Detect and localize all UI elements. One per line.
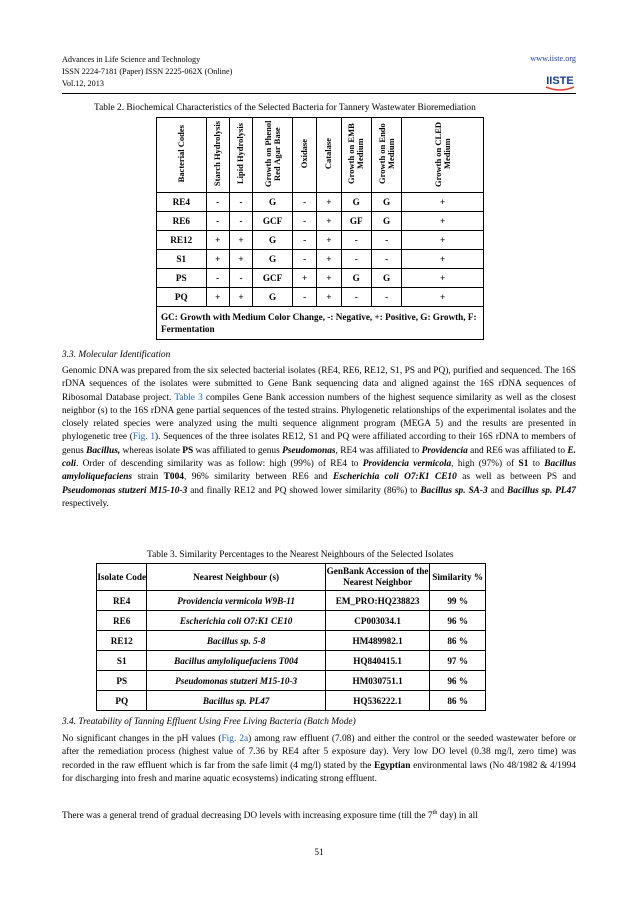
table-cell: + — [229, 250, 252, 269]
table-cell: 86 % — [430, 691, 486, 711]
table-cell: 99 % — [430, 591, 486, 611]
table-cell: RE6 — [97, 611, 147, 631]
text-run: and finally RE12 and PQ showed lower similarity (86%) to — [187, 485, 421, 496]
table-cell: - — [229, 212, 252, 231]
table-cell: - — [341, 288, 371, 307]
table-cell: + — [206, 250, 229, 269]
superscript-th: th — [432, 809, 438, 816]
table3-similarity — [96, 563, 486, 711]
table-cell: - — [371, 231, 401, 250]
table2-col-label: Catalase — [323, 138, 334, 170]
table-row — [97, 611, 486, 631]
table-cell: HM030751.1 — [325, 671, 430, 691]
table-row — [157, 250, 484, 269]
taxon-providencia-vermicola: Providencia vermicola — [362, 459, 452, 470]
table-cell: + — [317, 288, 341, 307]
journal-name: Advances in Life Science and Technology — [62, 55, 201, 64]
iiste-logo — [543, 67, 577, 93]
section-heading-3-3: 3.3. Molecular Identification — [62, 350, 171, 360]
table-cell: - — [371, 250, 401, 269]
table2-col-label: Growth on Endo Medium — [376, 123, 396, 185]
table-cell: + — [229, 288, 252, 307]
table-cell: + — [317, 269, 341, 288]
table-cell: - — [341, 231, 371, 250]
table-cell: Bacillus sp. 5-8 — [147, 631, 325, 651]
table2-col-header — [317, 118, 341, 193]
table-cell: G — [371, 193, 401, 212]
table-cell: G — [341, 269, 371, 288]
table-cell: PS — [157, 269, 207, 288]
table2-col-label: Starch Hydrolysis — [212, 121, 223, 187]
table-cell: + — [402, 231, 484, 250]
table-cell: GCF — [253, 269, 293, 288]
table2-col-header — [293, 118, 317, 193]
table-row — [97, 651, 486, 671]
table-cell: - — [206, 269, 229, 288]
text-run: compiles Gene Bank accession numbers of the highest sequence similarity as well as the closest neighbor (s) to the 16S rDNA gene partial sequences of the tested strains. Phylogenetic relationships of the experimental isolates and the closely related species were analyzed using the multi sequence alignment program (MEGA 5) and the results are presented in phylogenetic tree ( — [62, 392, 576, 443]
journal-issn: ISSN 2224-7181 (Paper) ISSN 2225-062X (Online) — [62, 67, 233, 76]
text-run: was affiliated to genus — [193, 445, 283, 456]
table-cell: - — [229, 269, 252, 288]
table-cell: G — [253, 250, 293, 269]
table-cell: - — [293, 193, 317, 212]
text-run: No significant changes in the pH values ( — [62, 734, 222, 744]
text-run: day) in all — [437, 811, 478, 822]
text-run: whereas isolate — [120, 445, 183, 456]
table-cell: 86 % — [430, 631, 486, 651]
table-cell: Bacillus sp. PL47 — [147, 691, 325, 711]
fig1-link[interactable]: Fig. 1 — [132, 432, 156, 443]
table-cell: S1 — [97, 651, 147, 671]
table-cell: G — [341, 193, 371, 212]
table-cell: - — [206, 212, 229, 231]
text-run: . Order of descending similarity was as follow: high (99%) of RE4 to — [76, 459, 363, 470]
table-cell: - — [293, 231, 317, 250]
table2-col-header — [371, 118, 401, 193]
table2-caption: Table 2. Biochemical Characteristics of the Selected Bacteria for Tannery Wastewater Bioremediation — [94, 103, 476, 113]
table-cell: - — [293, 288, 317, 307]
table-cell: G — [371, 269, 401, 288]
table-cell: + — [206, 231, 229, 250]
fig2a-link[interactable]: Fig. 2a — [221, 734, 249, 744]
taxon-bacillus-sa3: Bacillus sp. SA-3 — [420, 485, 488, 496]
table3-caption: Table 3. Similarity Percentages to the Nearest Neighbours of the Selected Isolates — [147, 550, 454, 560]
table-cell: S1 — [157, 250, 207, 269]
table2-col-label: Growth on CLED Medium — [432, 121, 452, 187]
taxon-bacillus: Bacillus, — [86, 445, 121, 456]
logo-text: IISTE — [546, 75, 574, 87]
table-cell: + — [402, 193, 484, 212]
table-cell: G — [371, 212, 401, 231]
table3-link[interactable]: Table 3 — [174, 392, 203, 403]
table3-header-row — [97, 564, 486, 591]
journal-volume: Vol.12, 2013 — [62, 79, 104, 88]
taxon-pseudomonas-stutzeri: Pseudomonas stutzeri M15-10-3 — [62, 485, 188, 496]
table3-col-header: Similarity % — [430, 564, 486, 591]
table2-note: GC: Growth with Medium Color Change, -: Negative, +: Positive, G: Growth, F: Fermentation — [157, 307, 484, 340]
page-number: 51 — [314, 847, 324, 857]
table-cell: + — [317, 231, 341, 250]
table-cell: G — [253, 231, 293, 250]
table2-col-header — [229, 118, 252, 193]
table-cell: RE12 — [97, 631, 147, 651]
text-run: respectively. — [62, 498, 109, 509]
table-cell: CP003034.1 — [325, 611, 430, 631]
table-cell: Escherichia coli O7:K1 CE10 — [147, 611, 325, 631]
table-cell: RE4 — [157, 193, 207, 212]
text-run: , RE4 was affiliated to — [335, 445, 422, 456]
table2-biochemical — [156, 117, 484, 340]
text-run: ). Sequences of the three isolates RE12, S1 and PQ were affiliated according to their 16S rDNA to members of genus — [62, 432, 577, 456]
taxon-ecoli: E. coli — [62, 445, 576, 470]
table-cell: + — [317, 212, 341, 231]
table2-col-label: Growth on EMB Medium — [346, 123, 366, 185]
section-heading-3-4: 3.4. Treatability of Tanning Effluent Using Free Living Bacteria (Batch Mode) — [62, 717, 356, 727]
journal-website-link[interactable]: www.iiste.org — [530, 54, 576, 63]
table-cell: Pseudomonas stutzeri M15-10-3 — [147, 671, 325, 691]
header-rule — [62, 93, 576, 94]
table-row — [157, 231, 484, 250]
table-cell: RE12 — [157, 231, 207, 250]
text-run: and — [487, 485, 508, 496]
table-cell: + — [402, 250, 484, 269]
table3-col-header: Isolate Code — [97, 564, 147, 591]
table-cell: PQ — [97, 691, 147, 711]
table-cell: + — [293, 269, 317, 288]
paragraph-molecular-identification — [62, 365, 576, 511]
table-row — [157, 269, 484, 288]
isolate-s1: S1 — [518, 459, 529, 470]
table-cell: 97 % — [430, 651, 486, 671]
table-row — [97, 691, 486, 711]
table-cell: HQ536222.1 — [325, 691, 430, 711]
table-cell: G — [253, 288, 293, 307]
taxon-pseudomonas: Pseudomonas — [282, 445, 336, 456]
table-row — [157, 288, 484, 307]
table-cell: PQ — [157, 288, 207, 307]
text-run: Genomic DNA was prepared from the six selected bacterial isolates (RE4, RE6, RE12, S1, PS and PQ), purified and sequenced. The 16S rDNA sequences of the isolates were submitted to Gene Bank sequencing data and aligned against the 16S rDNA sequences of Ribosomal Database project. — [62, 366, 576, 403]
paragraph-treatability — [62, 733, 576, 786]
table-cell: 96 % — [430, 671, 486, 691]
table-cell: HM489982.1 — [325, 631, 430, 651]
country-egyptian: Egyptian — [374, 760, 411, 771]
table-cell: + — [402, 288, 484, 307]
paragraph-do-levels — [62, 806, 576, 823]
table3-col-header: GenBank Accession of the Nearest Neighbor — [325, 564, 430, 591]
table-cell: HQ840415.1 — [325, 651, 430, 671]
table2-col-label: Oxidase — [299, 139, 310, 169]
table-cell: - — [371, 288, 401, 307]
table3-col-header: Nearest Neighbour (s) — [147, 564, 325, 591]
text-run: , high (97%) of — [451, 459, 519, 470]
table-cell: PS — [97, 671, 147, 691]
table-cell: + — [229, 231, 252, 250]
isolate-ps: PS — [182, 445, 194, 456]
text-run: and RE6 was affiliated to — [467, 445, 568, 456]
text-run: strain — [132, 472, 164, 483]
table-cell: G — [253, 193, 293, 212]
text-run: as well as between PS and — [456, 472, 577, 483]
table2-col-header — [253, 118, 293, 193]
text-run: There was a general trend of gradual decreasing DO levels with increasing exposure time (till the 7 — [62, 811, 433, 822]
table-cell: GF — [341, 212, 371, 231]
table-cell: - — [293, 250, 317, 269]
text-run: to — [528, 459, 545, 470]
taxon-providencia: Providencia — [421, 445, 468, 456]
table-cell: + — [402, 269, 484, 288]
table-cell: RE6 — [157, 212, 207, 231]
table2-header-row — [157, 118, 484, 193]
table-cell: - — [229, 193, 252, 212]
taxon-escherichia-coli-o7: Escherichia coli O7:K1 CE10 — [333, 472, 457, 483]
table-cell: + — [402, 212, 484, 231]
table-row — [97, 631, 486, 651]
table-cell: GCF — [253, 212, 293, 231]
table-cell: + — [206, 288, 229, 307]
strain-t004: T004 — [163, 472, 184, 483]
table2-col-label: Bacterial Codes — [175, 125, 186, 183]
text-run: ) among raw effluent (7.08) and either the control or the seeded wastewater before or after the remediation process (highest value of 7.36 by RE4 after 5 exposure day). Very low DO level (0.38 mg/l, zero time) was recorded in the raw effluent which is far from the safe limit (4 mg/l) stated by the — [62, 734, 576, 771]
text-run: , 96% similarity between RE6 and — [183, 472, 334, 483]
table-cell: - — [341, 250, 371, 269]
table2-col-header — [206, 118, 229, 193]
table2-col-label: Growth on Phenol Red Agar Base — [262, 120, 282, 188]
table-row — [97, 591, 486, 611]
table-row — [157, 212, 484, 231]
table-cell: - — [206, 193, 229, 212]
table-row — [97, 671, 486, 691]
taxon-bacillus-amyloliquefaciens: Bacillus amyloliquefaciens — [62, 459, 576, 483]
table2-col-label: Lipid Hydrolysis — [235, 123, 246, 185]
table-cell: + — [317, 250, 341, 269]
table2-col-header — [341, 118, 371, 193]
table-cell: + — [317, 193, 341, 212]
table-cell: 96 % — [430, 611, 486, 631]
taxon-bacillus-pl47: Bacillus sp. PL47 — [507, 485, 576, 496]
table-cell: Providencia vermicola W9B-11 — [147, 591, 325, 611]
table-row — [157, 193, 484, 212]
table-cell: - — [293, 212, 317, 231]
table2-col-header — [157, 118, 207, 193]
table2-col-header — [402, 118, 484, 193]
table2-note-row — [157, 307, 484, 340]
table-cell: EM_PRO:HQ238823 — [325, 591, 430, 611]
text-run: environmental laws (No 48/1982 & 4/1994 for discharging into fresh and marine aquatic ecosystems) indicating strong effluent. — [62, 760, 576, 784]
table-cell: Bacillus amyloliquefaciens T004 — [147, 651, 325, 671]
table-cell: RE4 — [97, 591, 147, 611]
